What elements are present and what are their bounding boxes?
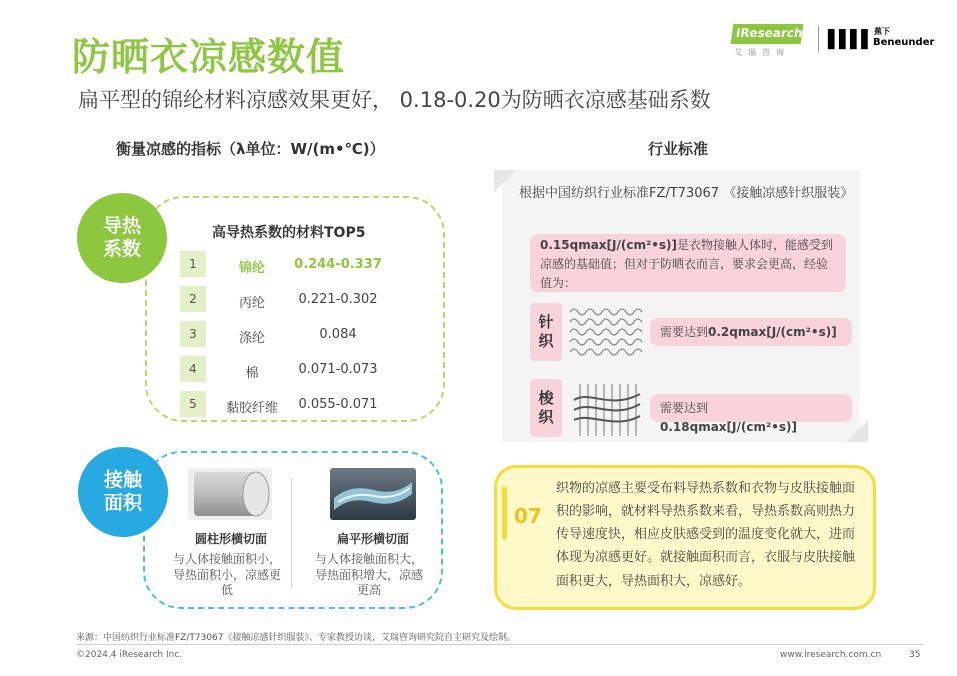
base-value-box	[530, 234, 846, 292]
rank-cell: 3	[180, 321, 206, 347]
knit-requirement-prefix: 需要达到	[660, 325, 709, 339]
page-number: 35	[909, 650, 921, 660]
cylinder-title: 圆柱形横切面	[194, 532, 267, 546]
rank-cell: 4	[180, 356, 206, 382]
page-subtitle: 扁平型的锦纶材料凉感效果更好， 0.18-0.20为防晒衣凉感基础系数	[78, 88, 711, 112]
contact-area-badge	[78, 447, 168, 537]
rank-cell: 5	[180, 391, 206, 417]
knit-tag	[530, 303, 562, 361]
panel-corner	[494, 170, 516, 192]
contact-divider	[291, 478, 292, 588]
footer-divider	[76, 644, 924, 645]
rank-cell: 1	[180, 251, 206, 277]
material-cell: 黏胶纤维	[225, 401, 278, 416]
insight-text: 织物的凉感主要受布料导热系数和衣物与皮肤接触面积的影响，就材料导热系数来看，导热系数高则热力传导速度快，相应皮肤感受到的温度变化就大，进而体现为凉感更好。就接触面积而言，衣服与皮肤接触面积更大，导热面积大，凉感好。	[556, 481, 856, 589]
conductivity-badge	[77, 193, 167, 283]
base-value-text: 是衣物接触人体时，能感受到凉感的基础值；但对于防晒衣而言，要求会更高，经验值为：	[540, 238, 834, 291]
conductivity-label: 导热系数	[102, 215, 141, 260]
knit-label: 针织	[538, 312, 554, 350]
iresearch-logo: iResearch	[731, 24, 804, 44]
cylinder-description: 与人体接触面积小，导热面积小，凉感更低	[172, 552, 281, 598]
woven-tag	[530, 379, 562, 437]
copyright: ©2024.4 iResearch Inc.	[76, 650, 183, 660]
cylinder-fiber-image	[188, 468, 272, 520]
beneunder-label: Beneunder	[873, 37, 935, 48]
woven-requirement-value: 0.18qmax[J/(cm²•s)]	[660, 420, 798, 435]
value-cell: 0.055-0.071	[298, 397, 378, 412]
value-cell: 0.071-0.073	[298, 362, 378, 377]
top5-title: 高导热系数的材料TOP5	[212, 225, 366, 241]
knit-requirement-value: 0.2qmax[J/(cm²•s)]	[708, 325, 837, 339]
material-cell: 棉	[245, 366, 259, 381]
beneunder-logo-icon: ▌▌▌▌	[828, 30, 873, 50]
material-cell: 涤纶	[238, 331, 265, 346]
woven-requirement-prefix: 需要达到	[660, 401, 709, 415]
insight-accent-bar	[502, 487, 507, 539]
woven-label: 梭织	[538, 388, 554, 426]
knit-requirement-box	[650, 318, 852, 346]
left-section-heading: 衡量凉感的指标（λ单位：W/(m•℃)）	[116, 140, 385, 158]
insight-number: 07	[514, 504, 542, 528]
value-cell: 0.221-0.302	[298, 292, 378, 307]
base-value-number: 0.15qmax[J/(cm²•s)]	[540, 238, 678, 252]
panel-corner	[846, 420, 868, 442]
logo-divider	[818, 26, 819, 52]
knit-fabric-icon	[568, 304, 644, 358]
right-section-heading: 行业标准	[648, 140, 709, 158]
material-cell: 丙纶	[238, 296, 265, 311]
standard-reference: 根据中国纺织行业标准FZ/T73067 《接触凉感针织服装》	[519, 186, 854, 201]
source-note: 来源：中国纺织行业标准FZ/T73067《接触凉感针织服装》、专家教授访谈，艾瑞咨询研究院自主研究及绘制。	[76, 633, 517, 643]
contact-area-label: 接触面积	[103, 469, 142, 514]
woven-fabric-icon	[570, 380, 644, 438]
woven-requirement-box	[650, 394, 852, 435]
flat-title: 扁平形横切面	[336, 532, 409, 546]
website-link[interactable]: www.iresearch.com.cn	[780, 650, 882, 660]
iresearch-cn-label: 艾瑞咨询	[734, 48, 790, 57]
beneunder-cn-label: 蕉下	[874, 27, 890, 36]
value-cell: 0.244-0.337	[294, 257, 382, 272]
rank-cell: 2	[180, 286, 206, 312]
flat-description: 与人体接触面积大，导热面积增大，凉感更高	[314, 552, 423, 598]
material-cell: 锦纶	[238, 261, 265, 276]
value-cell: 0.084	[319, 327, 357, 342]
page-title: 防晒衣凉感数值	[72, 35, 346, 79]
logo-area	[732, 22, 935, 62]
flat-fiber-image	[330, 468, 416, 520]
